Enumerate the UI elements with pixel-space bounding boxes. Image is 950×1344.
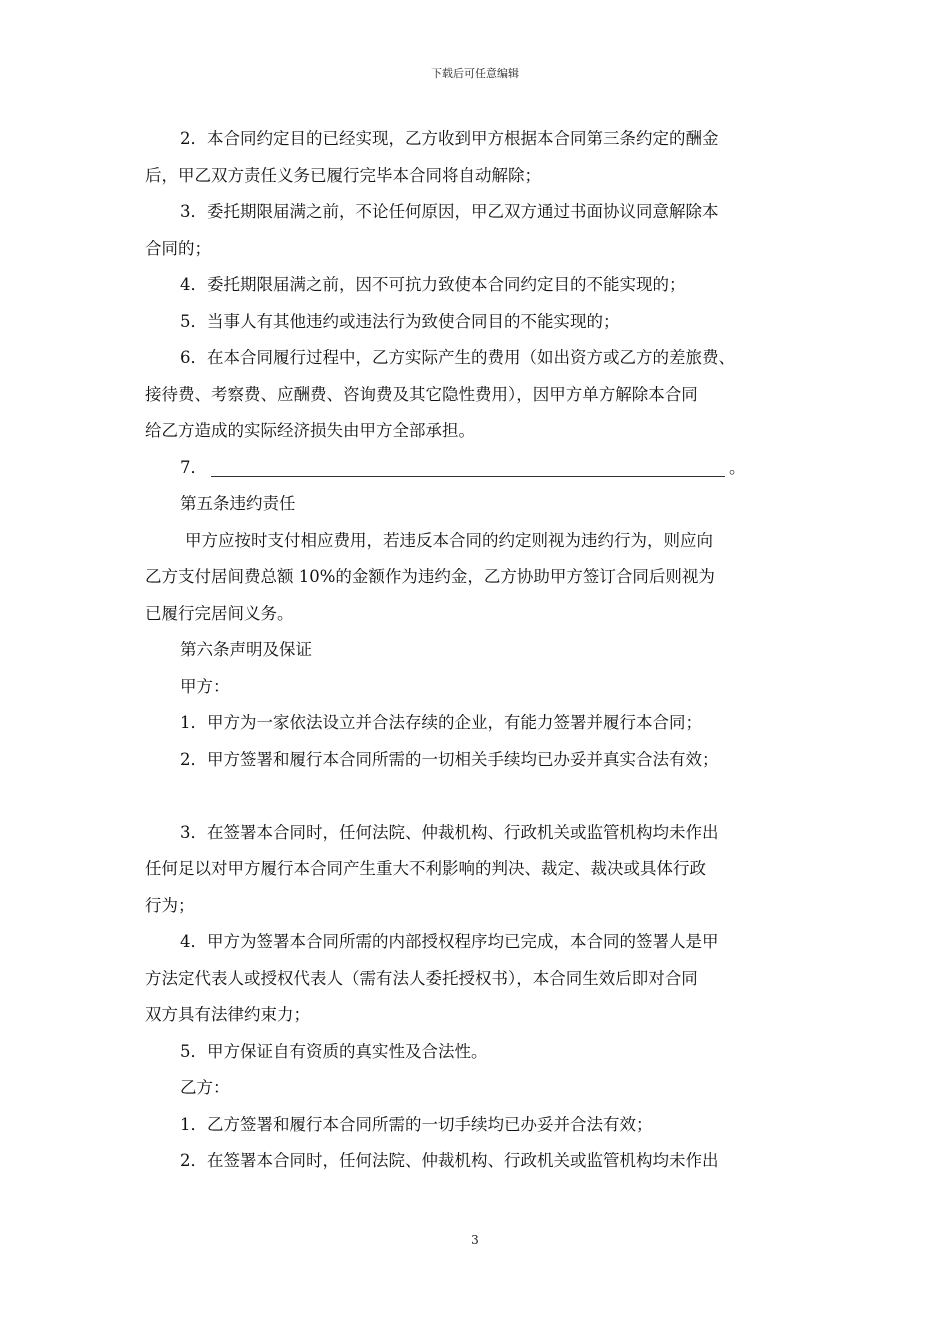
paragraph-line: 方法定代表人或授权代表人（需有法人委托授权书），本合同生效后即对合同	[145, 968, 698, 988]
section-heading: 第五条违约责任	[180, 494, 296, 513]
paragraph-line: 5．当事人有其他违约或违法行为致使合同目的不能实现的；	[180, 311, 620, 331]
paragraph-line: 行为；	[145, 895, 195, 915]
document-body	[145, 124, 809, 1183]
paragraph-line: 1．乙方签署和履行本合同所需的一切手续均已办妥并合法有效；	[180, 1114, 653, 1134]
page-number: 3	[471, 1233, 479, 1247]
end-mark: 。	[729, 457, 746, 477]
paragraph-line: 已履行完居间义务。	[145, 603, 294, 623]
paragraph-line: 乙方支付居间费总额 10%的金额作为违约金，乙方协助甲方签订合同后则视为	[145, 567, 715, 586]
paragraph-line: 4．委托期限届满之前，因不可抗力致使本合同约定目的不能实现的；	[180, 275, 686, 294]
paragraph-line: 合同的；	[145, 238, 211, 258]
paragraph-line: 5．甲方保证自有资质的真实性及合法性。	[180, 1041, 488, 1061]
paragraph-line: 2．在签署本合同时，任何法院、仲裁机构、行政机关或监管机构均未作出	[180, 1151, 719, 1170]
page-header: 下载后可任意编辑	[431, 67, 519, 80]
paragraph-line: 甲方应按时支付相应费用，若违反本合同的约定则视为违约行为，则应向	[185, 530, 713, 550]
paragraph-line: 接待费、考察费、应酬费、咨询费及其它隐性费用），因甲方单方解除本合同	[145, 384, 698, 404]
paragraph-line: 双方具有法律约束力；	[145, 1005, 310, 1024]
paragraph-line: 6．在本合同履行过程中，乙方实际产生的费用（如出资方或乙方的差旅费、	[180, 348, 735, 367]
paragraph-line: 任何足以对甲方履行本合同产生重大不利影响的判决、裁定、裁决或具体行政	[145, 859, 706, 878]
paragraph-line: 3．委托期限届满之前，不论任何原因，甲乙双方通过书面协议同意解除本	[180, 202, 719, 221]
section-heading: 第六条声明及保证	[180, 640, 312, 659]
paragraph-line: 4．甲方为签署本合同所需的内部授权程序均已完成，本合同的签署人是甲	[180, 932, 719, 951]
paragraph-line: 后，甲乙双方责任义务已履行完毕本合同将自动解除；	[145, 165, 541, 185]
paragraph-line: 给乙方造成的实际经济损失由甲方全部承担。	[145, 421, 475, 440]
paragraph-line: 3．在签署本合同时，任何法院、仲裁机构、行政机关或监管机构均未作出	[180, 822, 719, 842]
paragraph-line: 2．甲方签署和履行本合同所需的一切相关手续均已办妥并真实合法有效；	[180, 749, 719, 769]
blank-underline	[211, 475, 725, 477]
party-label: 甲方：	[180, 676, 230, 696]
party-label: 乙方：	[180, 1078, 230, 1097]
blank-line	[145, 781, 809, 818]
fill-in-blank-line	[145, 453, 809, 490]
paragraph-line: 2．本合同约定目的已经实现，乙方收到甲方根据本合同第三条约定的酬金	[180, 129, 719, 148]
item-number: 7．	[180, 457, 207, 477]
paragraph-line: 1．甲方为一家依法设立并合法存续的企业，有能力签署并履行本合同；	[180, 713, 702, 732]
